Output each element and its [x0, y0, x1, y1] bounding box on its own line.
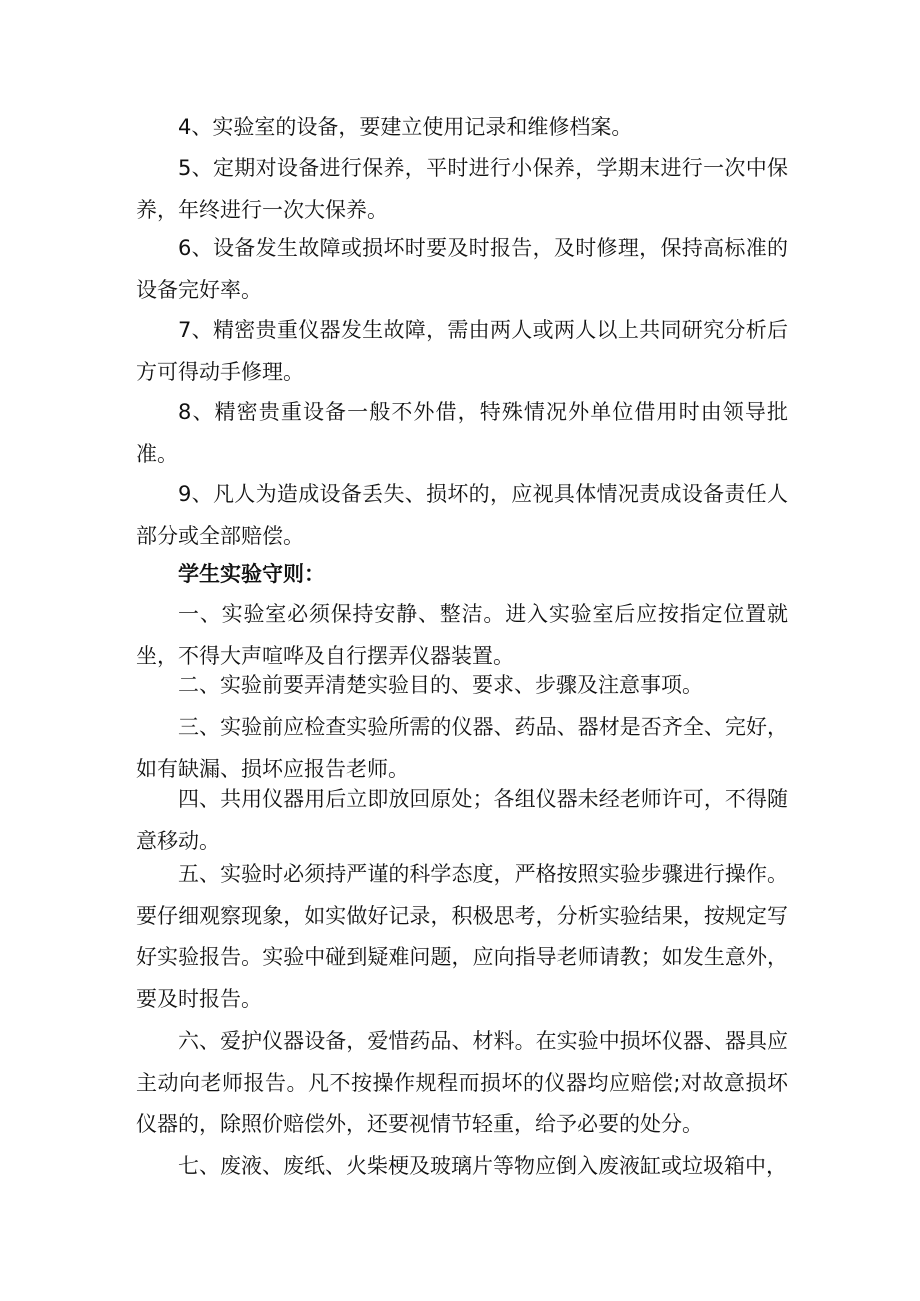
section-title: 学生实验守则：: [178, 562, 325, 586]
paragraph-item-8: 8、精密贵重设备一般不外借，特殊情况外单位借用时由领导批准。: [136, 400, 788, 466]
paragraph-item-9: 9、凡人为造成设备丢失、损坏的，应视具体情况责成设备责任人部分或全部赔偿。: [136, 482, 788, 548]
paragraph-item-6: 6、设备发生故障或损坏时要及时报告，及时修理，保持高标准的设备完好率。: [136, 236, 788, 302]
rule-item-5: 五、实验时必须持严谨的科学态度，严格按照实验步骤进行操作。要仔细观察现象，如实做好记录，积极思考，分析实验结果，按规定写好实验报告。实验中碰到疑难问题，应向指导老师请教；如发生意外，要及时报告。: [136, 862, 788, 1011]
rule-item-3: 三、实验前应检查实验所需的仪器、药品、器材是否齐全、完好，如有缺漏、损坏应报告老师。: [136, 715, 788, 781]
paragraph-item-4: 4、实验室的设备，要建立使用记录和维修档案。: [178, 115, 633, 139]
rule-item-2: 二、实验前要弄清楚实验目的、要求、步骤及注意事项。: [178, 673, 703, 697]
rule-item-4: 四、共用仪器用后立即放回原处；各组仪器未经老师许可，不得随意移动。: [136, 787, 788, 853]
rule-item-6: 六、爱护仪器设备，爱惜药品、材料。在实验中损坏仪器、器具应主动向老师报告。凡不按操作规程而损坏的仪器均应赔偿;对故意损坏仪器的，除照价赔偿外，还要视情节轻重，给予必要的处分。: [136, 1029, 788, 1136]
paragraph-item-7: 7、精密贵重仪器发生故障，需由两人或两人以上共同研究分析后方可得动手修理。: [136, 318, 788, 384]
paragraph-item-5: 5、定期对设备进行保养，平时进行小保养，学期末进行一次中保养，年终进行一次大保养。: [136, 156, 788, 222]
rule-item-1: 一、实验室必须保持安静、整洁。进入实验室后应按指定位置就坐，不得大声喧哗及自行摆弄仪器装置。: [136, 602, 788, 668]
rule-item-7: 七、废液、废纸、火柴梗及玻璃片等物应倒入废液缸或垃圾箱中，: [178, 1154, 787, 1178]
